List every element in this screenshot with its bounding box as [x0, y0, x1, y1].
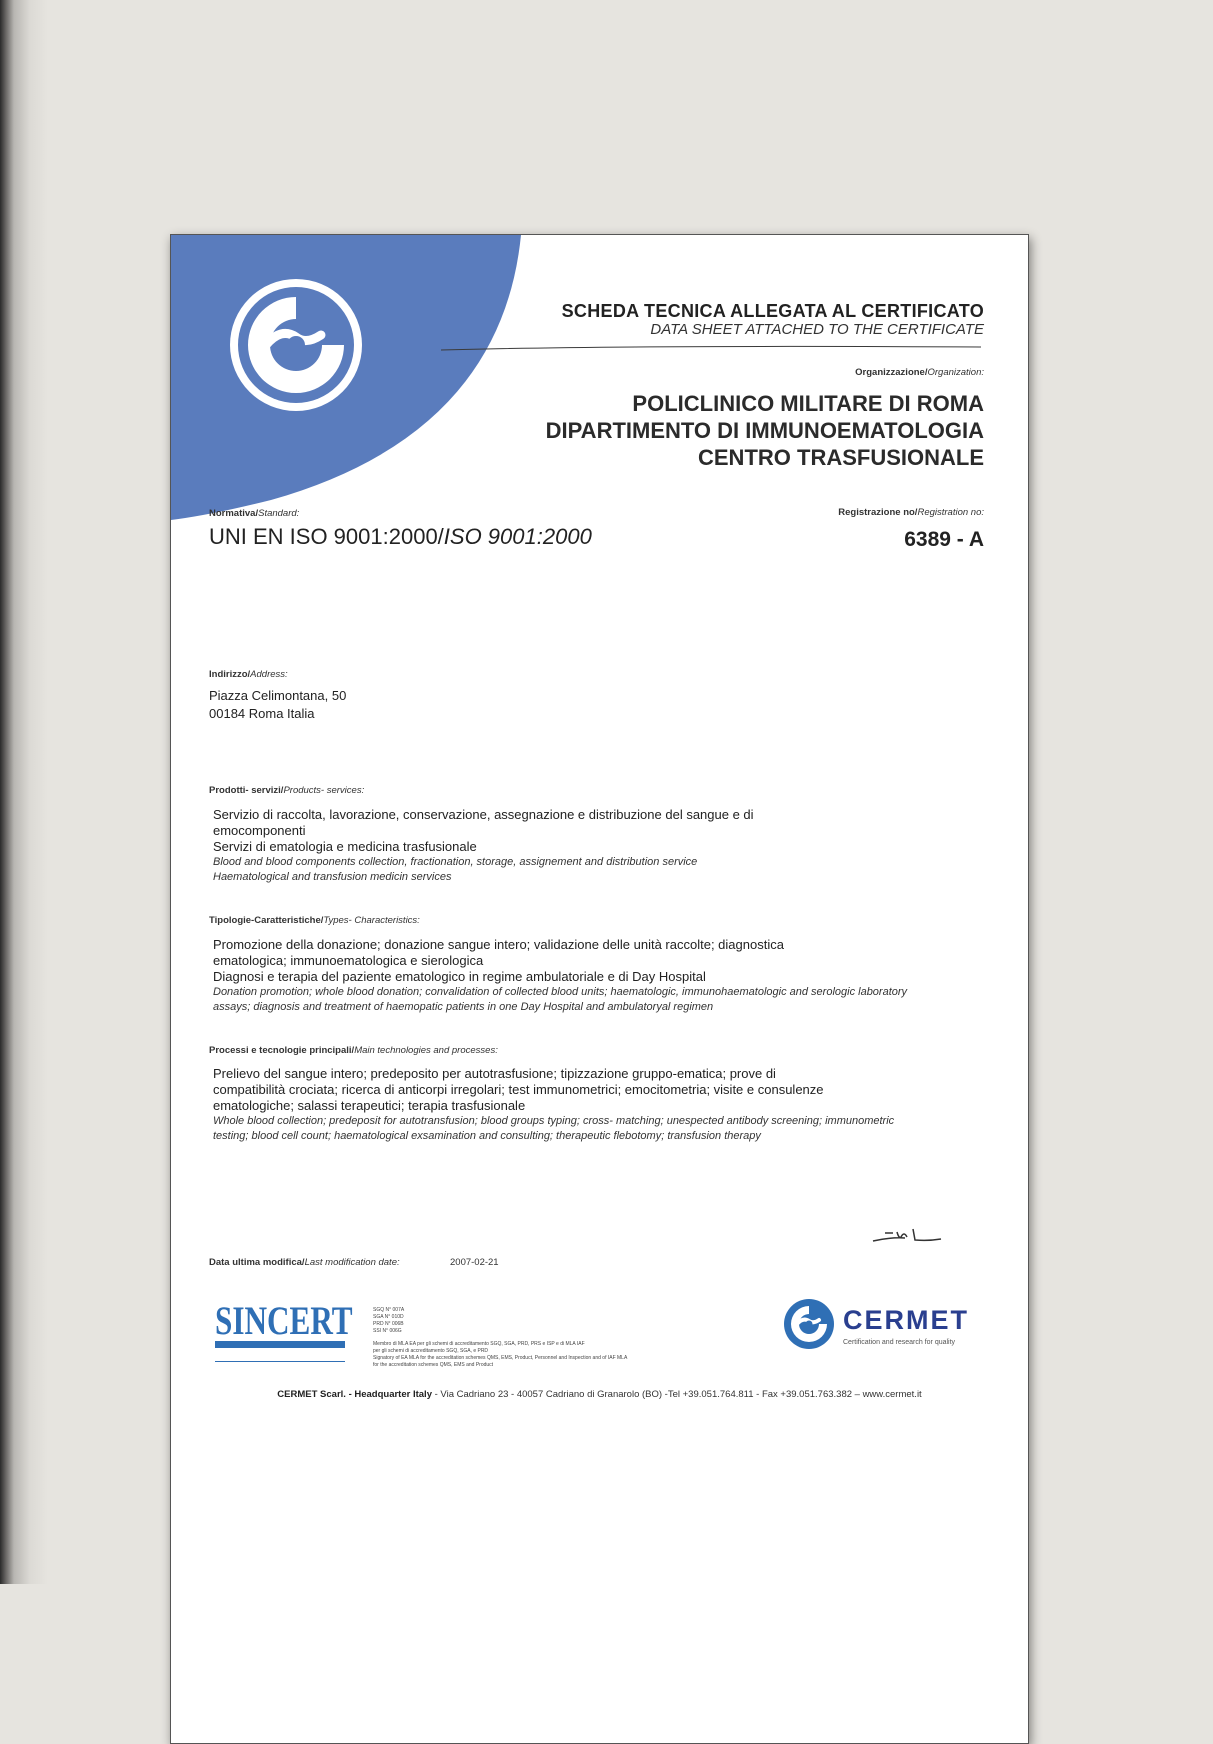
processes-it-line: compatibilità crociata; ricerca di anticorpi irregolari; test immunometrici; emocitometria; visite e consulenze: [213, 1082, 824, 1097]
modification-label: [209, 1257, 400, 1268]
standard-label-en: Standard:: [258, 508, 300, 519]
address-label-en: Address:: [250, 669, 288, 680]
cermet-logo-text: CERMET: [843, 1305, 969, 1335]
processes-label-it: Processi e tecnologie principali/: [209, 1045, 355, 1056]
cermet-tagline: Certification and research for quality: [843, 1339, 956, 1346]
title-italian: SCHEDA TECNICA ALLEGATA AL CERTIFICATO: [561, 301, 984, 321]
standard-label-it: Normativa/: [209, 508, 259, 519]
registration-number: 6389 - A: [904, 528, 984, 551]
standard-value-en: ISO 9001:2000: [443, 524, 592, 549]
processes-it-line: Prelievo del sangue intero; predeposito per autotrasfusione; tipizzazione gruppo-ematica; prove di: [213, 1066, 776, 1081]
organization-name-line-3: CENTRO TRASFUSIONALE: [698, 445, 984, 470]
sincert-code: SGA N° 010D: [373, 1314, 404, 1320]
types-label-en: Types- Characteristics:: [323, 915, 420, 926]
products-label-it: Prodotti- servizi/: [209, 785, 284, 796]
cermet-logo-icon: [783, 1298, 835, 1350]
processes-label: [209, 1045, 498, 1056]
types-it-line: ematologica; immunoematologica e sierologica: [213, 953, 484, 968]
processes-en-line: Whole blood collection; predeposit for autotransfusion; blood groups typing; cross- matching; unespected antibody screening; immunometric: [213, 1115, 895, 1127]
footer-address: [171, 1389, 1028, 1400]
products-section: [213, 807, 1003, 885]
products-en-line: Blood and blood components collection, fractionation, storage, assignement and distribution service: [213, 856, 698, 868]
sincert-code: PRD N° 006B: [373, 1321, 404, 1327]
sincert-membership: [373, 1341, 703, 1369]
processes-it-line: ematologiche; salassi terapeutici; terapia trasfusionale: [213, 1098, 526, 1113]
sincert-code: SGQ N° 007A: [373, 1307, 405, 1313]
address-label: [209, 669, 288, 680]
sincert-underline: [215, 1361, 345, 1362]
processes-label-en: Main technologies and processes:: [354, 1045, 498, 1056]
types-it-line: Promozione della donazione; donazione sangue intero; validazione delle unità raccolte; diagnostica: [213, 937, 784, 952]
modification-label-en: Last modification date:: [304, 1257, 400, 1268]
sincert-logo-text: SINCERT: [215, 1298, 353, 1341]
address-line-1: Piazza Celimontana, 50: [209, 688, 347, 703]
registration-label-it: Registrazione no/: [838, 507, 918, 518]
products-label: [209, 785, 364, 796]
signature-mark: [871, 1225, 951, 1250]
organization-name-line-1: POLICLINICO MILITARE DI ROMA: [632, 391, 984, 416]
binding-spine: [0, 0, 48, 1584]
registration-label-en: Registration no:: [917, 507, 984, 518]
processes-en-line: testing; blood cell count; haematological exsamination and consulting; therapeutic flebotomy; transfusion therapy: [213, 1130, 761, 1142]
sincert-membership-line: for the accreditation schemes QMS, EMS and Product: [373, 1362, 494, 1368]
modification-date: 2007-02-21: [450, 1257, 499, 1268]
products-it-line: Servizi di ematologia e medicina trasfusionale: [213, 839, 477, 854]
types-en-line: Donation promotion; whole blood donation; convalidation of collected blood units; haematologic, immunohaematologic and serologic laboratory: [213, 986, 908, 998]
types-label-it: Tipologie-Caratteristiche/: [209, 915, 324, 926]
organization-name-line-2: DIPARTIMENTO DI IMMUNOEMATOLOGIA: [545, 418, 984, 443]
organization-label-en: Organization:: [927, 367, 984, 378]
sincert-logo-bar: [215, 1341, 345, 1348]
sincert-codes: [373, 1307, 404, 1335]
footer-company: CERMET Scarl. - Headquarter Italy: [277, 1389, 432, 1400]
organization-label: [684, 367, 984, 378]
address-line-2: 00184 Roma Italia: [209, 706, 315, 721]
types-it-line: Diagnosi e terapia del paziente ematologico in regime ambulatoriale e di Day Hospital: [213, 969, 706, 984]
processes-section: [213, 1066, 1013, 1144]
header-rule: [441, 346, 981, 350]
organization-label-it: Organizzazione/: [855, 367, 928, 378]
types-en-line: assays; diagnosis and treatment of haemopatic patients in one Day Hospital and ambulatoryal regimen: [213, 1001, 714, 1013]
certificate-sheet: [170, 234, 1029, 1744]
products-en-line: Haematological and transfusion medicin services: [213, 871, 452, 883]
title-english: DATA SHEET ATTACHED TO THE CERTIFICATE: [650, 321, 984, 338]
products-it-line: Servizio di raccolta, lavorazione, conservazione, assegnazione e distribuzione del sangue e di: [213, 807, 754, 822]
sincert-membership-line: per gli schemi di accreditamento SGQ, SGA, e PRD: [373, 1348, 489, 1354]
standard-value-it: UNI EN ISO 9001:2000/: [209, 524, 444, 549]
address-label-it: Indirizzo/: [209, 669, 251, 680]
footer-details: - Via Cadriano 23 - 40057 Cadriano di Granarolo (BO) -Tel +39.051.764.811 - Fax +39.051.763.382 – www.cermet.it: [431, 1389, 922, 1400]
types-section: [213, 937, 1003, 1015]
sincert-membership-line: Signatory of EA MLA for the accreditation schemes QMS, EMS, Product, Personnel and Inspection and of IAF MLA: [373, 1355, 628, 1361]
standard-value: [209, 524, 592, 550]
cermet-emblem-icon: [226, 275, 366, 415]
registration-label: [684, 507, 984, 518]
sincert-code: SSI N° 006G: [373, 1328, 402, 1334]
products-it-line: emocomponenti: [213, 823, 306, 838]
types-label: [209, 915, 420, 926]
products-label-en: Products- services:: [283, 785, 365, 796]
standard-label: [209, 508, 299, 519]
sincert-membership-line: Membro di MLA EA per gli schemi di accreditamento SGQ, SGA, PRD, PRS e ISP e di MLA IAF: [373, 1341, 585, 1347]
modification-label-it: Data ultima modifica/: [209, 1257, 305, 1268]
sincert-logo: [215, 1297, 355, 1341]
